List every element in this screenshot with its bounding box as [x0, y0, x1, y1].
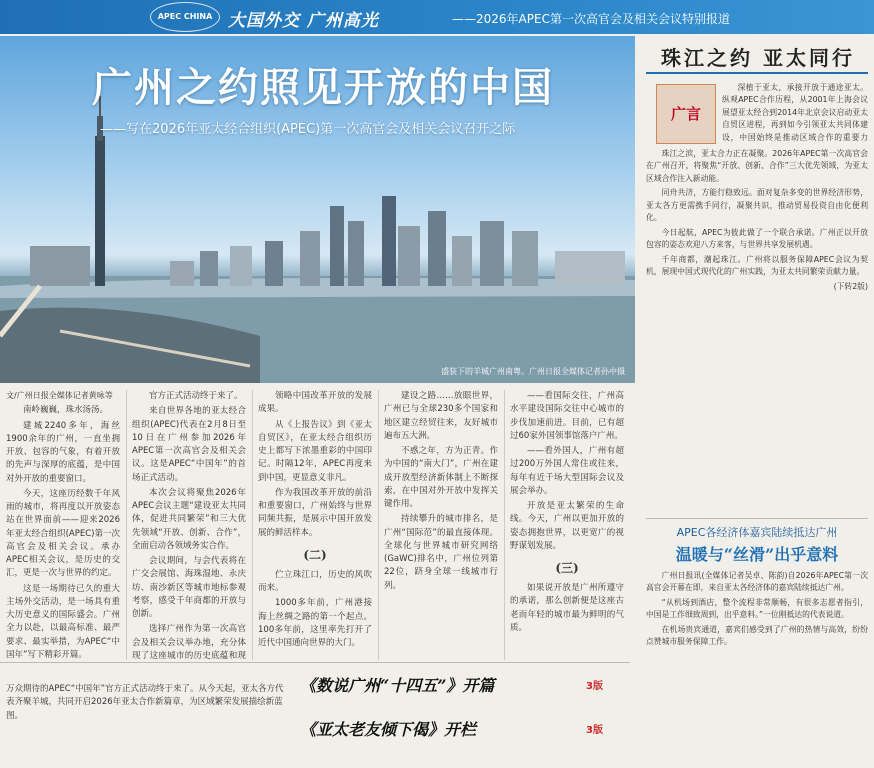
seal-badge: 广言 — [656, 84, 716, 144]
paragraph: 今日起航，APEC为彼此做了一个联合承诺。广州正以开放包容的姿态欢迎八方来客，与世界共享发展机遇。 — [646, 227, 868, 250]
commentary-title: 珠江之约 亚太同行 — [661, 46, 855, 70]
paragraph: 官方正式活动终于来了。 — [149, 391, 243, 401]
banner-title: 大国外交 广州高光 — [228, 11, 379, 31]
photo-caption: 盛装下的羊城广州南粤。广州日报全媒体记者孙中摄 — [441, 367, 625, 376]
paragraph: 今天，这座历经数千年风雨的城市，将再度以开放姿态站在世界面前——迎来2026年亚太经合组织(APEC)第一次高官会及相关会议。承办APEC相关会议，是历史的交汇，更是一次与世界的约定。 — [6, 488, 120, 579]
column-divider — [504, 390, 505, 660]
article-column-3 — [258, 390, 372, 660]
byline: 文/广州日报全媒体记者黄咏等 — [6, 391, 113, 400]
commentary-body — [646, 148, 868, 504]
column-divider — [252, 390, 253, 660]
main-headline: 广州之约照见开放的中国 — [92, 64, 554, 111]
paragraph: 南岭巍巍，珠水汤汤。 — [23, 405, 109, 416]
promo-page: 3版 — [586, 681, 603, 692]
section-number: (二) — [303, 547, 327, 562]
paragraph: 不惑之年，方为正青。作为中国的“南大门”，广州在建成开放型经济新体制上不断探索，在中国对外开放中发挥关键作用。 — [384, 446, 498, 509]
paragraph: 这是一场期待已久的重大主场外交活动，是一场具有重大历史意义的国际盛会。广州全力以赴，以最高标准、最严要求、最实举措，为APEC“中国年”写下精彩开篇。 — [6, 583, 120, 660]
paragraph: ——看外国人，广州有超过200万外国人常住或往来，每年有近千场大型国际会议及展会举办。 — [510, 446, 624, 496]
paragraph: 会议期间，与会代表将在广交会展馆、海珠湿地、永庆坊、南沙新区等城市地标参观考察，感受千年商都的开放与创新。 — [132, 556, 246, 619]
promo-title[interactable]: 《数说广州“十四五”》开篇 — [300, 676, 495, 695]
article-column-5 — [510, 390, 624, 660]
paragraph: 深植于亚太，承接开放于通途亚太。纵观APEC合作历程，从2001年上海会议展望亚太经合到2014年北京会议启动亚太自贸区进程，再到如今引领亚太共同体建设，中国始终是推动区域合作的重要力 — [722, 83, 868, 142]
paragraph: 建城2240多年，海丝1900余年的广州，一直坐拥开放、包容的气象，有着开放的先声与深厚的底蕴，是中国对外开放的重要窗口。 — [6, 420, 120, 484]
paragraph: 来自世界各地的亚太经合组织(APEC)代表在2月8日至10日在广州参加2026年APEC第一次高官会及相关会议。这是APEC“中国年”的首场正式活动。 — [132, 406, 246, 483]
promo-page: 3版 — [586, 725, 603, 736]
news-kicker: APEC各经济体嘉宾陆续抵达广州 — [676, 526, 838, 539]
article-column-4 — [384, 390, 498, 660]
paragraph: “从机场到酒店，整个流程非常顺畅，有很多志愿者指引，中国是工作细致周到，出乎意料。”一位刚抵达的代表说道。 — [646, 597, 868, 620]
news-body — [646, 570, 868, 760]
hero-photo — [0, 36, 635, 383]
apec-logo: APEC CHINA — [150, 2, 220, 32]
paragraph: 持续攀升的城市排名，是广州“国际范”的最直接体现。全球化与世界城市研究网络(GaWC)排名中，广州位列第22位，跻身全球一线城市行列。 — [384, 514, 498, 591]
article-column-1 — [6, 390, 120, 660]
commentary-panel — [640, 36, 874, 767]
banner-subtitle: ——2026年APEC第一次高官会及相关会议特别报道 — [452, 12, 730, 26]
commentary-intro — [722, 82, 868, 144]
column-divider — [378, 390, 379, 660]
paragraph: 作为我国改革开放的前沿和重要窗口，广州始终与世界同频共振，是展示中国开放发展的鲜活样本。 — [258, 487, 372, 538]
main-subheadline: ——写在2026年亚太经合组织(APEC)第一次高官会及相关会议召开之际 — [100, 122, 516, 137]
column-divider — [126, 390, 127, 660]
paragraph: 珠江之滨，亚太合力正在凝聚。2026年APEC第一次高官会在广州召开，将聚焦“开放、创新、合作”三大优先领域，为亚太区域合作注入新动能。 — [646, 149, 868, 183]
title-rule — [646, 72, 868, 74]
promo-title[interactable]: 《亚太老友倾下偈》开栏 — [300, 720, 477, 739]
continuation-note: (下转2版) — [833, 281, 868, 291]
paragraph: 开放是亚太繁荣的生命线。今天，广州以更加开放的姿态拥抱世界，以更宽广的视野谋划发展。 — [510, 501, 624, 551]
paragraph: 1000多年前，广州港接海上丝绸之路的第一个起点。100多年前，这里率先打开了近代中国通向世界的大门。 — [258, 598, 372, 648]
news-headline: 温暖与“丝滑”出乎意料 — [675, 545, 839, 564]
section-divider — [646, 518, 868, 519]
paragraph: 千年商都，潮起珠江。广州将以服务保障APEC会议为契机，展现中国式现代化的广州实践，为亚太共同繁荣贡献力量。 — [646, 254, 868, 277]
paragraph: 选择广州作为第一次高官会及相关会议举办地，充分体现了这座城市的历史底蕴和现 — [132, 624, 246, 660]
article-body — [6, 390, 630, 660]
section-number: (三) — [555, 561, 579, 575]
paragraph: 同舟共济，方能行稳致远。面对复杂多变的世界经济形势，亚太各方更需携手同行，凝聚共识，推动贸易投资自由化便利化。 — [646, 188, 868, 223]
paragraph: 如果说开放是广州所遵守的承诺，那么创新便是这座古老而年轻的城市最为鲜明的气质。 — [510, 583, 624, 633]
header-banner — [0, 0, 874, 34]
paragraph: 在机场贵宾通道，嘉宾们感受到了广州的热情与高效，纷纷点赞城市服务保障工作。 — [646, 624, 868, 647]
paragraph: ——看国际交往，广州高水平建设国际交往中心城市的步伐加速前进。目前，已有超过60家外国领事馆落户广州。 — [510, 391, 624, 441]
paragraph: 伫立珠江口，历史的风吹而来。 — [258, 569, 372, 593]
paragraph: 本次会议将聚焦2026年APEC会议主题“建设亚太共同体，促进共同繁荣”和三大优先领域“开放、创新、合作”，全面启动各领域务实合作。 — [132, 487, 246, 551]
bottom-strip — [0, 662, 630, 768]
article-column-2 — [132, 390, 246, 660]
paragraph: 建设之路……放眼世界，广州已与全球230多个国家和地区建立经贸往来，友好城市遍布五大洲。 — [384, 391, 498, 441]
paragraph: 从《上报告议》到《亚太自贸区》，在亚太经合组织历史上都写下浓墨重彩的中国印记。时隔12年，APEC再度来到中国，更显意义非凡。 — [258, 419, 372, 483]
bottom-text: 万众期待的APEC“中国年”官方正式活动终于来了。从今天起，亚太各方代表齐聚羊城，共同开启2026年亚太合作新篇章，为区域繁荣发展描绘新蓝图。 — [6, 684, 284, 721]
paragraph: 领略中国改革开放的发展成果。 — [258, 391, 372, 415]
paragraph: 广州日报讯(全媒体记者吴卓、陈韵)自2026年APEC第一次高官会开幕在即，来自亚太各经济体的嘉宾陆续抵达广州。 — [646, 571, 868, 593]
